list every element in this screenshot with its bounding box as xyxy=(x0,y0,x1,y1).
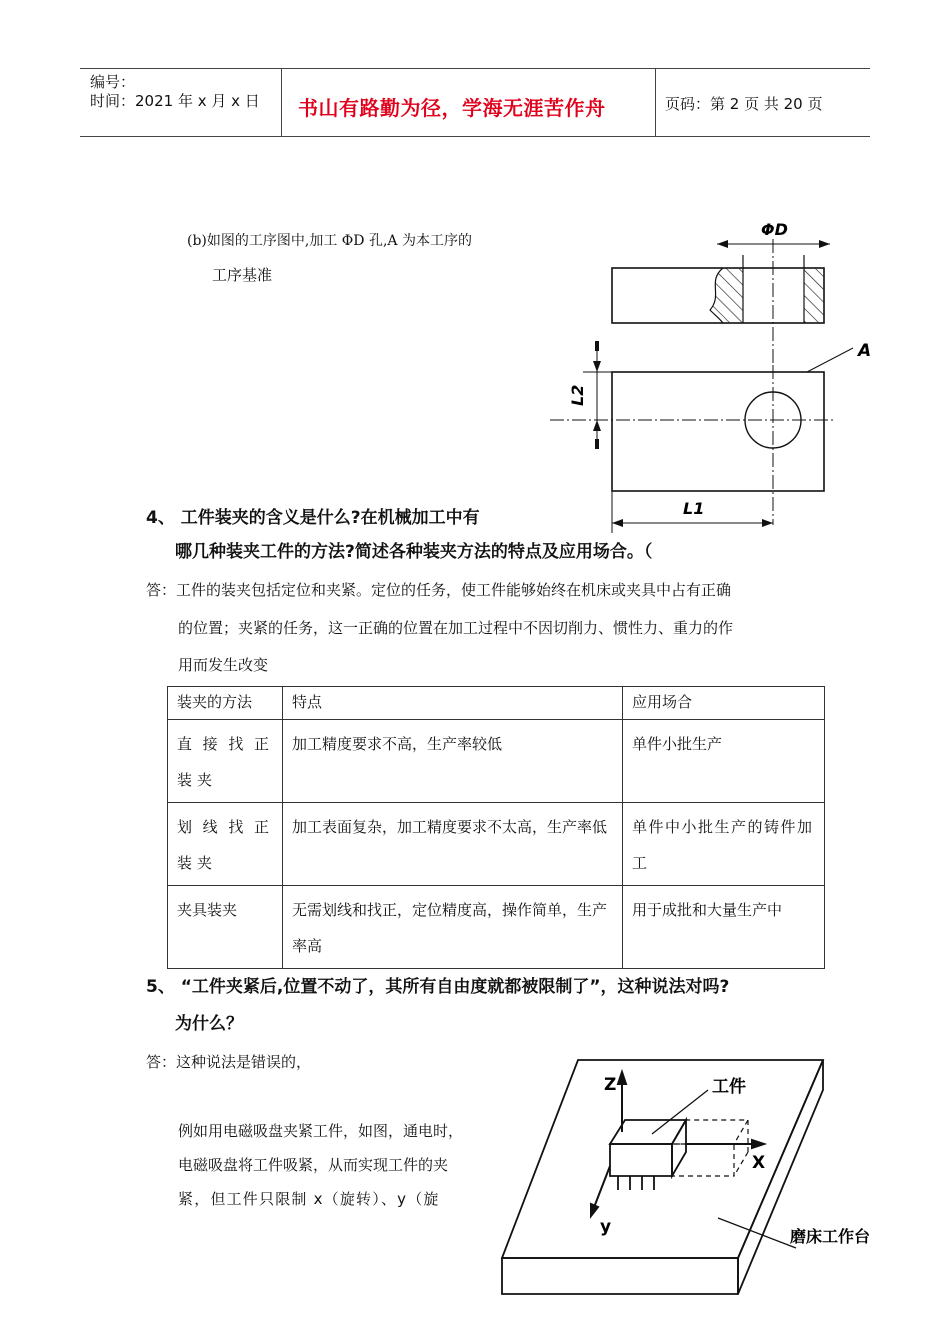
grinder-table-label: 磨床工作台 xyxy=(790,1227,871,1246)
table-cell: 夹具装夹 xyxy=(168,886,283,969)
table-row xyxy=(168,720,825,803)
x-axis-label: X xyxy=(752,1153,766,1173)
header-divider-right xyxy=(655,68,656,136)
table-row xyxy=(168,886,825,969)
l2-label: L2 xyxy=(568,384,587,406)
l1-dimension xyxy=(612,491,773,533)
q5-para-line2: 电磁吸盘将工件吸紧，从而实现工件的夹 xyxy=(178,1156,449,1174)
table-cell: 单件中小批生产的铸件加工 xyxy=(623,803,825,886)
table-cell: 用于成批和大量生产中 xyxy=(623,886,825,969)
l2-dimension xyxy=(568,341,612,449)
q5-para-line1: 例如用电磁吸盘夹紧工件，如图，通电时， xyxy=(178,1122,464,1140)
a-label: A xyxy=(858,341,872,361)
number-label: 编号： xyxy=(90,73,136,91)
table-header-cell: 特点 xyxy=(283,687,623,720)
q5-title-line2: 为什么？ xyxy=(175,1014,243,1034)
table-cell: 直接找正装夹 xyxy=(168,720,283,803)
section-view xyxy=(612,239,824,365)
phi-d-dimension xyxy=(717,220,830,248)
table-header-cell: 应用场合 xyxy=(623,687,825,720)
workpiece-label: 工件 xyxy=(712,1077,746,1097)
displaced-workpiece-ghost xyxy=(672,1120,748,1176)
z-axis-label: Z xyxy=(604,1075,617,1095)
table-row xyxy=(168,803,825,886)
header-bottom-rule xyxy=(80,136,870,137)
table-cell: 单件小批生产 xyxy=(623,720,825,803)
q4-title-line2: 哪几种装夹工件的方法?简述各种装夹方法的特点及应用场合。（ xyxy=(175,542,653,562)
l1-label: L1 xyxy=(683,499,705,518)
table-cell: 加工表面复杂，加工精度要求不太高，生产率低 xyxy=(283,803,623,886)
process-drawing xyxy=(545,215,885,535)
table-header-row xyxy=(168,687,825,720)
q4-answer-line3: 用而发生改变 xyxy=(178,656,269,674)
header-divider-left xyxy=(281,68,282,136)
table-cell: 无需划线和找正，定位精度高，操作简单，生产率高 xyxy=(283,886,623,969)
time-label: 时间：2021 年 x 月 x 日 xyxy=(90,92,260,110)
motto: 书山有路勤为径，学海无涯苦作舟 xyxy=(298,96,606,120)
y-axis-label: y xyxy=(600,1217,612,1237)
q4-answer-line2: 的位置；夹紧的任务，这一正确的位置在加工过程中不因切削力、惯性力、重力的作 xyxy=(178,619,734,637)
header-top-rule xyxy=(80,68,870,69)
grinder-table xyxy=(502,1060,823,1294)
q5-title-line1: 5、 “工件夹紧后,位置不动了，其所有自由度就都被限制了”，这种说法对吗? xyxy=(146,977,730,997)
table-cell: 加工精度要求不高，生产率较低 xyxy=(283,720,623,803)
section-b-line1: (b)如图的工序图中,加工 ΦD 孔,A 为本工序的 xyxy=(187,233,472,249)
section-b-line2: 工序基准 xyxy=(212,266,273,284)
q4-answer-line1: 答：工件的装夹包括定位和夹紧。定位的任务，使工件能够始终在机床或夹具中占有正确 xyxy=(146,581,732,599)
phi-d-label: ΦD xyxy=(761,220,788,239)
clamping-methods-table xyxy=(167,686,825,969)
table-header-cell: 装夹的方法 xyxy=(168,687,283,720)
q5-para-line3: 紧，但工件只限制 x（旋转）、y（旋 xyxy=(178,1190,440,1208)
q5-answer-line1: 答：这种说法是错误的， xyxy=(146,1053,312,1071)
magnetic-chuck-drawing xyxy=(490,1048,910,1298)
q4-title-line1: 4、 工件装夹的含义是什么?在机械加工中有 xyxy=(146,508,480,528)
page-label: 页码：第 2 页 共 20 页 xyxy=(665,95,823,113)
table-cell: 划线找正装夹 xyxy=(168,803,283,886)
